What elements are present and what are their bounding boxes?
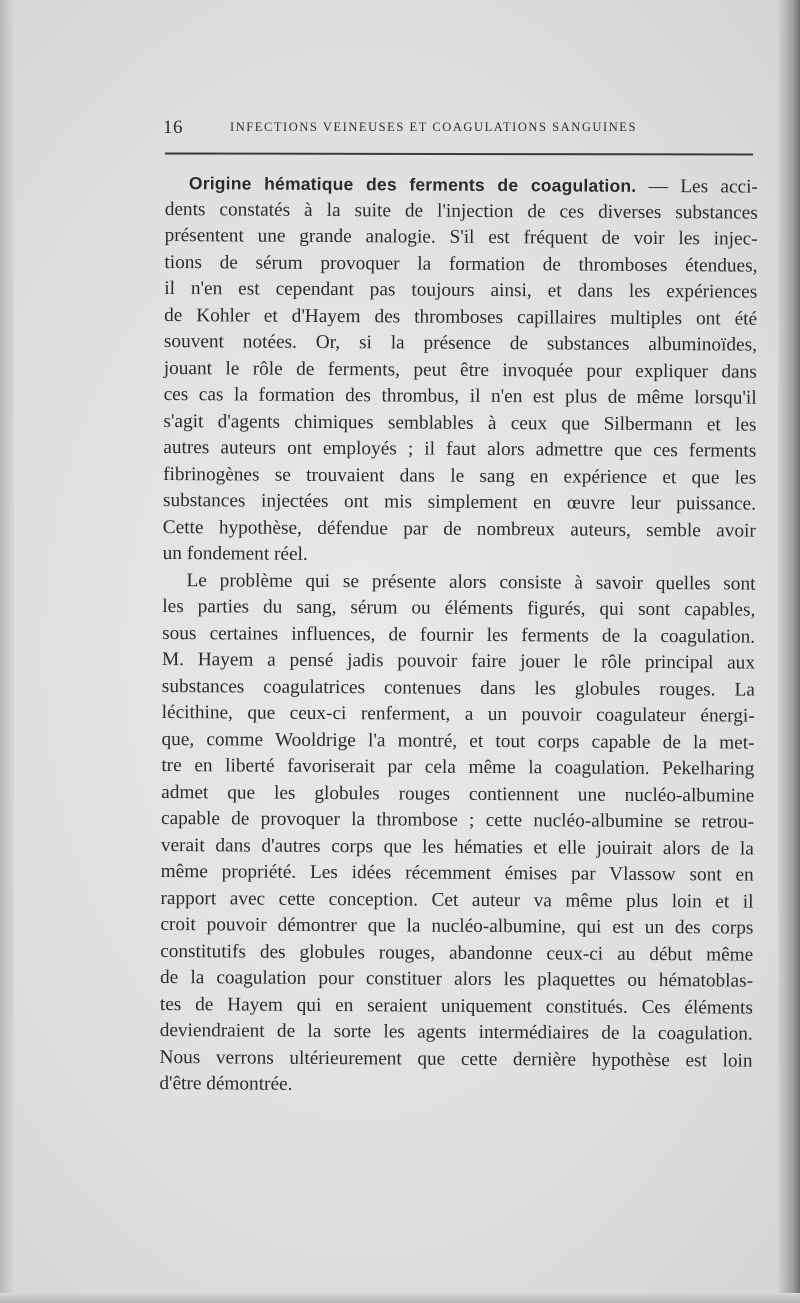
paragraph-line: s'agit d'agents chimiques semblables à ceux que Silbermann et les xyxy=(163,410,757,436)
paragraph-line: fibrinogènes se trouvaient dans le sang en expérience et que les xyxy=(163,463,757,489)
header-rule xyxy=(165,152,753,155)
body-text xyxy=(159,170,758,1101)
paragraph-line: dents constatés à la suite de l'injection de ces diverses substances xyxy=(164,198,758,224)
paragraph-line: rapport avec cette conception. Cet auteur va même plus loin et il xyxy=(160,887,754,913)
paragraph-line: M. Hayem a pensé jadis pouvoir faire jouer le rôle principal aux xyxy=(161,648,756,674)
running-title: INFECTIONS VEINEUSES ET COAGULATIONS SANGUINES xyxy=(230,120,637,134)
paragraph-line: Cette hypothèse, défendue par de nombreux auteurs, semble avoir xyxy=(162,516,756,542)
paragraph-line: ces cas la formation des thrombus, il n'en est plus de même lorsqu'il xyxy=(163,383,757,409)
paragraph-line: d'être démontrée. xyxy=(159,1072,293,1095)
paragraph-2 xyxy=(159,567,755,1101)
page-bottom-edge-shadow xyxy=(0,1293,800,1303)
paragraph-line: de la coagulation pour constituer alors les plaquettes ou hématoblas- xyxy=(160,966,754,992)
paragraph-line: autres auteurs ont employés ; il faut alors admettre que ces ferments xyxy=(163,436,757,462)
paragraph-line: admet que les globules rouges contiennent une nucléo-albumine xyxy=(161,781,755,807)
paragraph-line: même propriété. Les idées récemment émises par Vlassow sont en xyxy=(160,860,754,886)
paragraph-line: de Kohler et d'Hayem des thromboses capillaires multiples ont été xyxy=(164,304,758,330)
paragraph-line-text: — Les acci- xyxy=(636,175,758,198)
paragraph-line: constitutifs des globules rouges, abandonne ceux-ci au début même xyxy=(160,940,754,966)
paragraph-line: jouant le rôle de ferments, peut être invoquée pour expliquer dans xyxy=(163,357,757,383)
paragraph-line: capable de provoquer la thrombose ; cette nucléo-albumine se retrou- xyxy=(160,807,755,833)
paragraph-line: sous certaines influences, de fournir les ferments de la coagulation. xyxy=(162,622,756,648)
paragraph-1 xyxy=(163,170,758,571)
paragraph-line: souvent notées. Or, si la présence de substances albuminoïdes, xyxy=(163,330,758,356)
paragraph-line: deviendraient de la sorte les agents intermédiaires de la coagulation. xyxy=(159,1019,753,1045)
paragraph-line: il n'en est cependant pas toujours ainsi, et dans les expériences xyxy=(164,277,758,303)
paragraph-line: tes de Hayem qui en seraient uniquement constitués. Ces éléments xyxy=(159,993,753,1019)
paragraph-line: que, comme Wooldrige l'a montré, et tout corps capable de la met- xyxy=(161,728,755,754)
page-number: 16 xyxy=(163,117,183,138)
running-head xyxy=(163,117,738,139)
paragraph-line: présentent une grande analogie. S'il est fréquent de voir les injec- xyxy=(164,224,758,250)
page-right-edge-shadow xyxy=(778,0,800,1303)
paragraph-line: un fondement réel. xyxy=(162,542,308,565)
page-left-edge-shadow xyxy=(0,0,14,1303)
paragraph-line: substances injectées ont mis simplement en œuvre leur puissance. xyxy=(162,489,757,515)
paragraph-line xyxy=(165,170,758,200)
paragraph-line: croit pouvoir démontrer que la nucléo-albumine, qui est un des corps xyxy=(160,913,754,939)
paragraph-line: Le problème qui se présente alors consiste à savoir quelles sont xyxy=(186,569,756,595)
paragraph-line: tions de sérum provoquer la formation de thromboses étendues, xyxy=(164,251,758,277)
paragraph-line: verait dans d'autres corps que les hématies et elle jouirait alors de la xyxy=(160,834,754,860)
paragraph-line: tre en liberté favoriserait par cela même la coagulation. Pekelharing xyxy=(161,754,755,780)
paragraph-line: lécithine, que ceux-ci renferment, a un pouvoir coagulateur énergi- xyxy=(161,701,755,727)
paragraph-line: Nous verrons ultérieurement que cette dernière hypothèse est loin xyxy=(159,1046,753,1072)
section-heading: Origine hématique des ferments de coagulation. xyxy=(188,173,637,196)
paragraph-line: substances coagulatrices contenues dans les globules rouges. La xyxy=(161,675,755,701)
paragraph-line: les parties du sang, sérum ou éléments figurés, qui sont capables, xyxy=(162,595,756,621)
